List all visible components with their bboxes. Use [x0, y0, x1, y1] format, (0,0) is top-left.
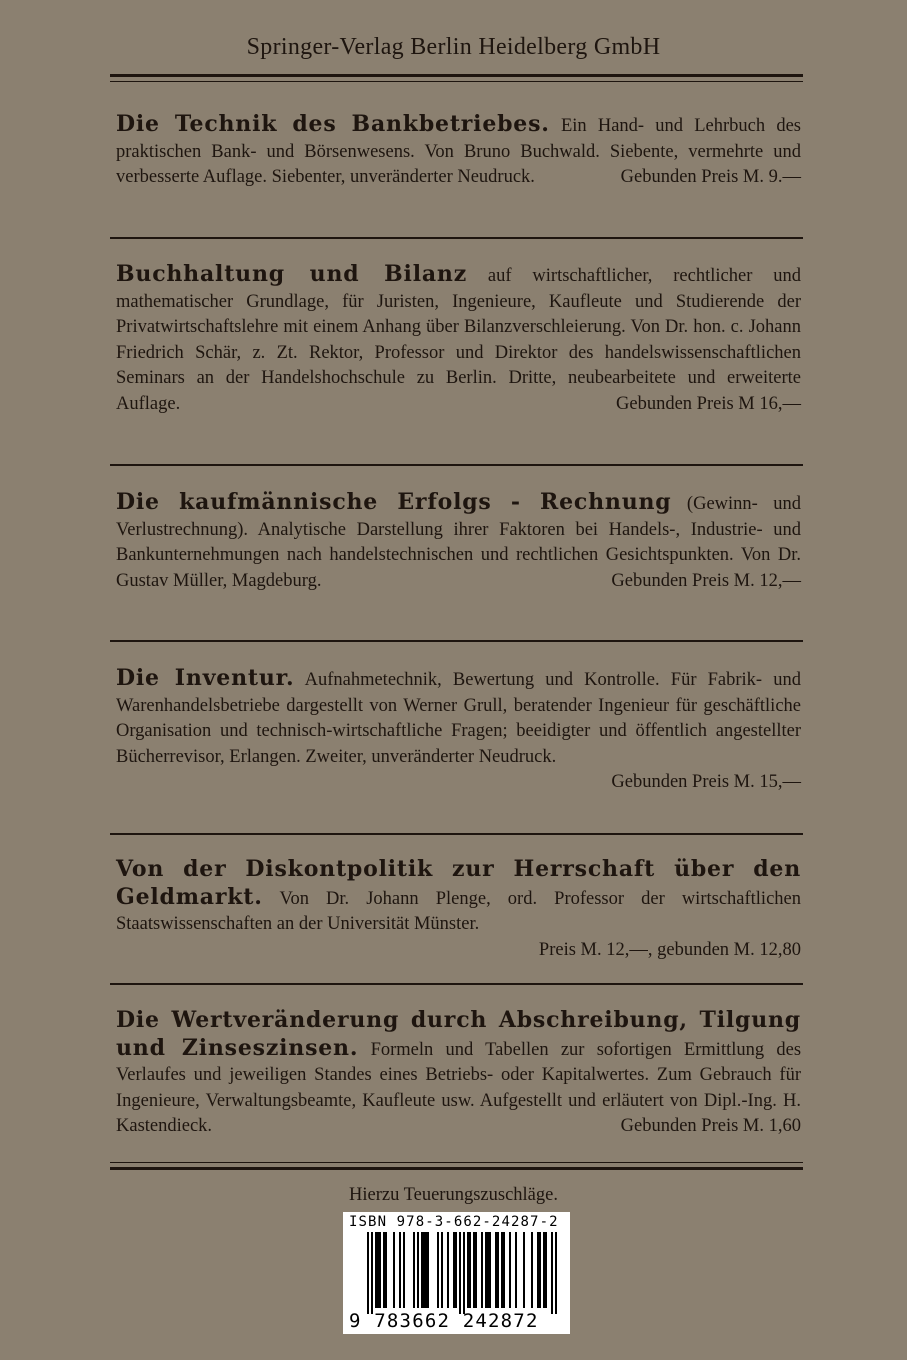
- book-title: Die Wertveränderung durch Abschreibung, Tilgung und Zinseszinsen.: [116, 1007, 801, 1061]
- barcode-bar: [377, 1232, 379, 1308]
- barcode-bar: [417, 1232, 419, 1308]
- divider: [110, 983, 803, 985]
- barcode-bar: [523, 1232, 525, 1308]
- book-title: Von der Diskontpolitik zur Herrschaft über den Geldmarkt.: [116, 856, 801, 910]
- book-description: auf wirtschaftlicher, rechtlicher und mathematischer Grundlage, für Juristen, Ingenieure, Kaufleute und Studierende der Privatwirtschaftslehre mit einem Anhang über Bilanzverschleierung. Von Dr. hon. c. Johann Friedrich Schär, z. Zt. Rektor, Professor und Direktor des handelswissenschaftlichen Seminars an der Handelshochschule zu Berlin. Dritte, neubearbeitete und erweiterte Auflage.: [116, 266, 801, 414]
- barcode-bar: [383, 1232, 385, 1308]
- barcode-bar: [501, 1232, 503, 1308]
- book-price: Preis M. 12,—, gebunden M. 12,80: [538, 939, 801, 960]
- barcode-bar: [495, 1232, 497, 1308]
- book-description: Aufnahmetechnik, Bewertung und Kontrolle. Für Fabrik- und Warenhandelsbetriebe dargestellt von Werner Grull, beratender Ingenieur für geschäftliche Organisation und technisch-wirtschaftliche Fragen; beeidigter und öffentlich angestellter Bücherrevisor, Erlangen. Zweiter, unveränderter Neudruck.: [116, 670, 801, 767]
- barcode-bar: [403, 1232, 405, 1308]
- book-price: Gebunden Preis M 16,—: [616, 393, 801, 414]
- barcode-bar: [447, 1232, 449, 1308]
- footer-note: Hierzu Teuerungszuschläge.: [349, 1185, 558, 1205]
- book-description: (Gewinn- und Verlustrechnung). Analytische Darstellung ihrer Faktoren bei Handels-, Industrie- und Bankunternehmungen nach handelstechnischen und rechtlichen Gesichtspunkten. Von Dr. Gustav Müller, Magdeburg.: [116, 494, 801, 591]
- barcode-bar: [537, 1232, 539, 1308]
- book-description: Von Dr. Johann Plenge, ord. Professor der wirtschaftlichen Staatswissenschaften an der Universität Münster.: [116, 888, 801, 934]
- barcode-bar: [459, 1232, 461, 1314]
- barcode-bar: [367, 1232, 369, 1314]
- divider: [110, 1162, 803, 1163]
- divider: [110, 1167, 803, 1170]
- book-entry: [116, 666, 801, 796]
- barcode-bar: [455, 1232, 457, 1308]
- barcode-bar: [515, 1232, 517, 1308]
- barcode-bar: [489, 1232, 491, 1308]
- barcode-bar: [473, 1232, 475, 1308]
- book-description: Ein Hand- und Lehrbuch des praktischen Bank- und Börsenwesens. Von Bruno Buchwald. Siebente, vermehrte und verbesserte Auflage. Siebenter, unveränderter Neudruck.: [116, 116, 802, 187]
- book-entry: [116, 262, 801, 417]
- book-title: Die kaufmännische Erfolgs - Rechnung: [116, 489, 672, 515]
- book-price: Gebunden Preis M. 12,—: [611, 570, 801, 591]
- barcode-bar: [453, 1232, 455, 1308]
- book-title: Die Inventur.: [116, 665, 295, 691]
- isbn-label: ISBN 978-3-662-24287-2: [349, 1214, 559, 1230]
- barcode-bar: [551, 1232, 553, 1314]
- barcode-bar: [385, 1232, 387, 1308]
- barcode-bar: [371, 1232, 373, 1314]
- book-entry: [116, 1008, 801, 1140]
- isbn-barcode: [343, 1212, 570, 1334]
- barcode-bar: [393, 1232, 395, 1308]
- barcode-bar: [375, 1232, 377, 1308]
- barcode-bar: [485, 1232, 487, 1308]
- barcode-bar: [481, 1232, 483, 1308]
- barcode-bar: [555, 1232, 557, 1314]
- barcode-bar: [427, 1232, 429, 1308]
- barcode-bar: [539, 1232, 541, 1308]
- divider: [110, 464, 803, 466]
- book-entry: [116, 857, 801, 963]
- divider: [110, 833, 803, 835]
- barcode-bar: [475, 1232, 477, 1308]
- barcode-bar: [421, 1232, 423, 1308]
- barcode-bar: [487, 1232, 489, 1308]
- book-price: Gebunden Preis M. 1,60: [620, 1116, 801, 1136]
- barcode-bar: [497, 1232, 499, 1308]
- publisher-name: Springer-Verlag Berlin Heidelberg GmbH: [246, 34, 661, 60]
- barcode-bar: [469, 1232, 471, 1308]
- barcode-bar: [545, 1232, 547, 1308]
- divider: [110, 81, 803, 82]
- barcode-bar: [423, 1232, 425, 1308]
- book-title: Die Technik des Bankbetriebes.: [116, 111, 550, 137]
- barcode-bar: [441, 1232, 443, 1308]
- book-price: Gebunden Preis M. 15,—: [611, 772, 801, 792]
- divider: [110, 74, 803, 77]
- barcode-bar: [503, 1232, 505, 1308]
- barcode-bar: [379, 1232, 381, 1308]
- barcode-bar: [509, 1232, 511, 1308]
- ean-number: 9 783662 242872: [349, 1310, 539, 1332]
- barcode-bar: [467, 1232, 469, 1308]
- barcode-bar: [437, 1232, 439, 1308]
- barcode-bar: [413, 1232, 415, 1308]
- barcode-bar: [543, 1232, 545, 1308]
- book-title: Buchhaltung und Bilanz: [116, 261, 467, 287]
- barcode-bar: [463, 1232, 465, 1314]
- book-entry: [116, 112, 801, 191]
- barcode-bar: [531, 1232, 533, 1308]
- barcode-bar: [399, 1232, 401, 1308]
- divider: [110, 237, 803, 239]
- divider: [110, 640, 803, 642]
- book-price: Gebunden Preis M. 9.—: [620, 167, 801, 187]
- barcode-bar: [425, 1232, 427, 1308]
- book-description: Formeln und Tabellen zur sofortigen Ermittlung des Verlaufes und jeweiligen Standes eines Betriebs- oder Kapitalwertes. Zum Gebrauch für Ingenieure, Verwaltungsbeamte, Kaufleute usw. Aufgestellt und erläutert von Dipl.-Ing. H. Kastendieck.: [116, 1039, 802, 1136]
- book-entry: [116, 490, 801, 594]
